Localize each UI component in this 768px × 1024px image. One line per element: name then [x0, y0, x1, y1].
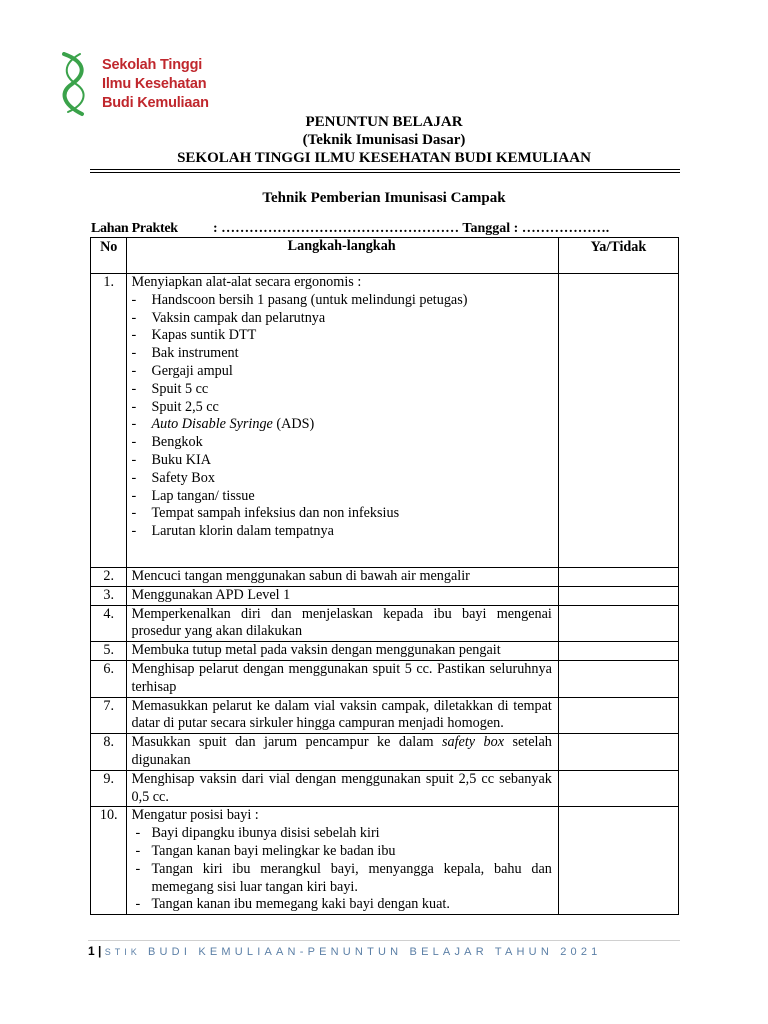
ya-tidak-cell[interactable]: [558, 734, 678, 771]
step-text: Membuka tutup metal pada vaksin dengan menggunakan pengait: [127, 642, 558, 661]
step-text: Memasukkan pelarut ke dalam vial vaksin campak, diletakkan di tempat datar di putar secara sirkuler hingga campuran menjadi homogen.: [127, 697, 558, 734]
checklist-table: [90, 237, 679, 915]
ya-tidak-cell[interactable]: [558, 660, 678, 697]
logo-line-3: Budi Kemuliaan: [102, 95, 209, 111]
table-header-row: [91, 238, 679, 274]
list-item: - Bengkok: [131, 434, 551, 452]
ya-tidak-cell[interactable]: [558, 605, 678, 642]
position-list: [131, 825, 551, 914]
list-item: - Handscoon bersih 1 pasang (untuk melindungi petugas): [131, 292, 551, 310]
row-number: 7.: [91, 697, 127, 734]
table-row: [91, 568, 679, 587]
list-item: - Kapas suntik DTT: [131, 327, 551, 345]
section-title: Tehnik Pemberian Imunisasi Campak: [262, 190, 506, 206]
list-item: - Larutan klorin dalam tempatnya: [131, 523, 551, 541]
page-footer: [88, 944, 602, 958]
logo-wordmark: [102, 56, 209, 113]
list-item: - Tempat sampah infeksius dan non infeksius: [131, 505, 551, 523]
ya-tidak-cell[interactable]: [558, 770, 678, 807]
row-number: 1.: [91, 274, 127, 568]
header-rule-bottom: [90, 172, 680, 173]
institution-logo: [58, 52, 218, 122]
ya-tidak-cell[interactable]: [558, 697, 678, 734]
ya-tidak-cell[interactable]: [558, 274, 678, 568]
list-item: - Lap tangan/ tissue: [131, 488, 551, 506]
header-no: No: [91, 238, 127, 274]
document-title: PENUNTUN BELAJAR: [305, 114, 463, 130]
list-item: - Tangan kiri ibu merangkul bayi, menyangga kepala, bahu dan memegang sisi luar tangan kiri bayi.: [131, 861, 551, 897]
row-number: 5.: [91, 642, 127, 661]
row-number: 2.: [91, 568, 127, 587]
step-text: Menggunakan APD Level 1: [127, 586, 558, 605]
list-item: - Bak instrument: [131, 345, 551, 363]
step-text: [127, 274, 558, 568]
header-steps: Langkah-langkah: [127, 238, 558, 274]
step-text-part: setelah digunakan: [131, 734, 552, 768]
document-subtitle: (Teknik Imunisasi Dasar): [302, 132, 466, 148]
table-row: [91, 605, 679, 642]
footer-title: BUDI KEMULIAAN-PENUNTUN BELAJAR TAHUN 2021: [140, 946, 602, 958]
ads-suffix: (ADS): [272, 416, 315, 433]
step-text: Menghisap pelarut dengan menggunakan spuit 5 cc. Pastikan seluruhnya terhisap: [127, 660, 558, 697]
ya-tidak-cell[interactable]: [558, 807, 678, 915]
row-number: 8.: [91, 734, 127, 771]
row-number: 4.: [91, 605, 127, 642]
step-text: Mencuci tangan menggunakan sabun di bawah air mengalir: [127, 568, 558, 587]
step-intro: Menyiapkan alat-alat secara ergonomis :: [131, 274, 362, 290]
header-ya-tidak: Ya/Tidak: [558, 238, 678, 274]
list-item: - Safety Box: [131, 470, 551, 488]
ya-tidak-cell[interactable]: [558, 586, 678, 605]
page-number: 1 |: [88, 944, 102, 958]
practice-info-line: [91, 221, 691, 237]
dna-helix-icon: [58, 52, 98, 118]
list-item: - Tangan kanan ibu memegang kaki bayi dengan kuat.: [131, 896, 551, 914]
list-item: [131, 416, 551, 434]
step-text: Menghisap vaksin dari vial dengan menggunakan spuit 2,5 cc sebanyak 0,5 cc.: [127, 770, 558, 807]
table-row: [91, 586, 679, 605]
table-row: [91, 274, 679, 568]
list-item: - Spuit 5 cc: [131, 381, 551, 399]
lahan-praktek-label: Lahan Praktek: [91, 221, 178, 236]
list-item: - Gergaji ampul: [131, 363, 551, 381]
step-text: [127, 807, 558, 915]
step-text-part: Masukkan spuit dan jarum pencampur ke dalam: [131, 734, 442, 751]
list-item: - Bayi dipangku ibunya disisi sebelah kiri: [131, 825, 551, 843]
footer-rule: [88, 940, 680, 941]
row-number: 10.: [91, 807, 127, 915]
ya-tidak-cell[interactable]: [558, 642, 678, 661]
list-item: - Buku KIA: [131, 452, 551, 470]
safety-box-italic: safety box: [442, 734, 505, 751]
ya-tidak-cell[interactable]: [558, 568, 678, 587]
footer-stik: STIK: [104, 947, 141, 957]
step-text: Memperkenalkan diri dan menjelaskan kepada ibu bayi mengenai prosedur yang akan dilakukan: [127, 605, 558, 642]
table-row: [91, 660, 679, 697]
list-item: - Tangan kanan bayi melingkar ke badan ibu: [131, 843, 551, 861]
row-number: 9.: [91, 770, 127, 807]
header-rule-top: [90, 169, 680, 170]
table-row: [91, 734, 679, 771]
table-row: [91, 642, 679, 661]
lahan-praktek-fill-line: : …………………………………………… Tanggal : ……………….: [213, 221, 610, 236]
row-number: 3.: [91, 586, 127, 605]
step-intro: Mengatur posisi bayi :: [131, 807, 259, 824]
table-row: [91, 807, 679, 915]
institution-name: SEKOLAH TINGGI ILMU KESEHATAN BUDI KEMULIAAN: [177, 150, 591, 166]
ads-italic-text: Auto Disable Syringe: [151, 416, 273, 433]
list-item: - Vaksin campak dan pelarutnya: [131, 310, 551, 328]
row-number: 6.: [91, 660, 127, 697]
logo-line-2: Ilmu Kesehatan: [102, 76, 207, 92]
footer-text: [105, 946, 602, 958]
table-row: [91, 770, 679, 807]
equipment-list: [131, 292, 551, 541]
step-text: [127, 734, 558, 771]
list-item: - Spuit 2,5 cc: [131, 399, 551, 417]
table-row: [91, 697, 679, 734]
logo-line-1: Sekolah Tinggi: [102, 57, 203, 73]
